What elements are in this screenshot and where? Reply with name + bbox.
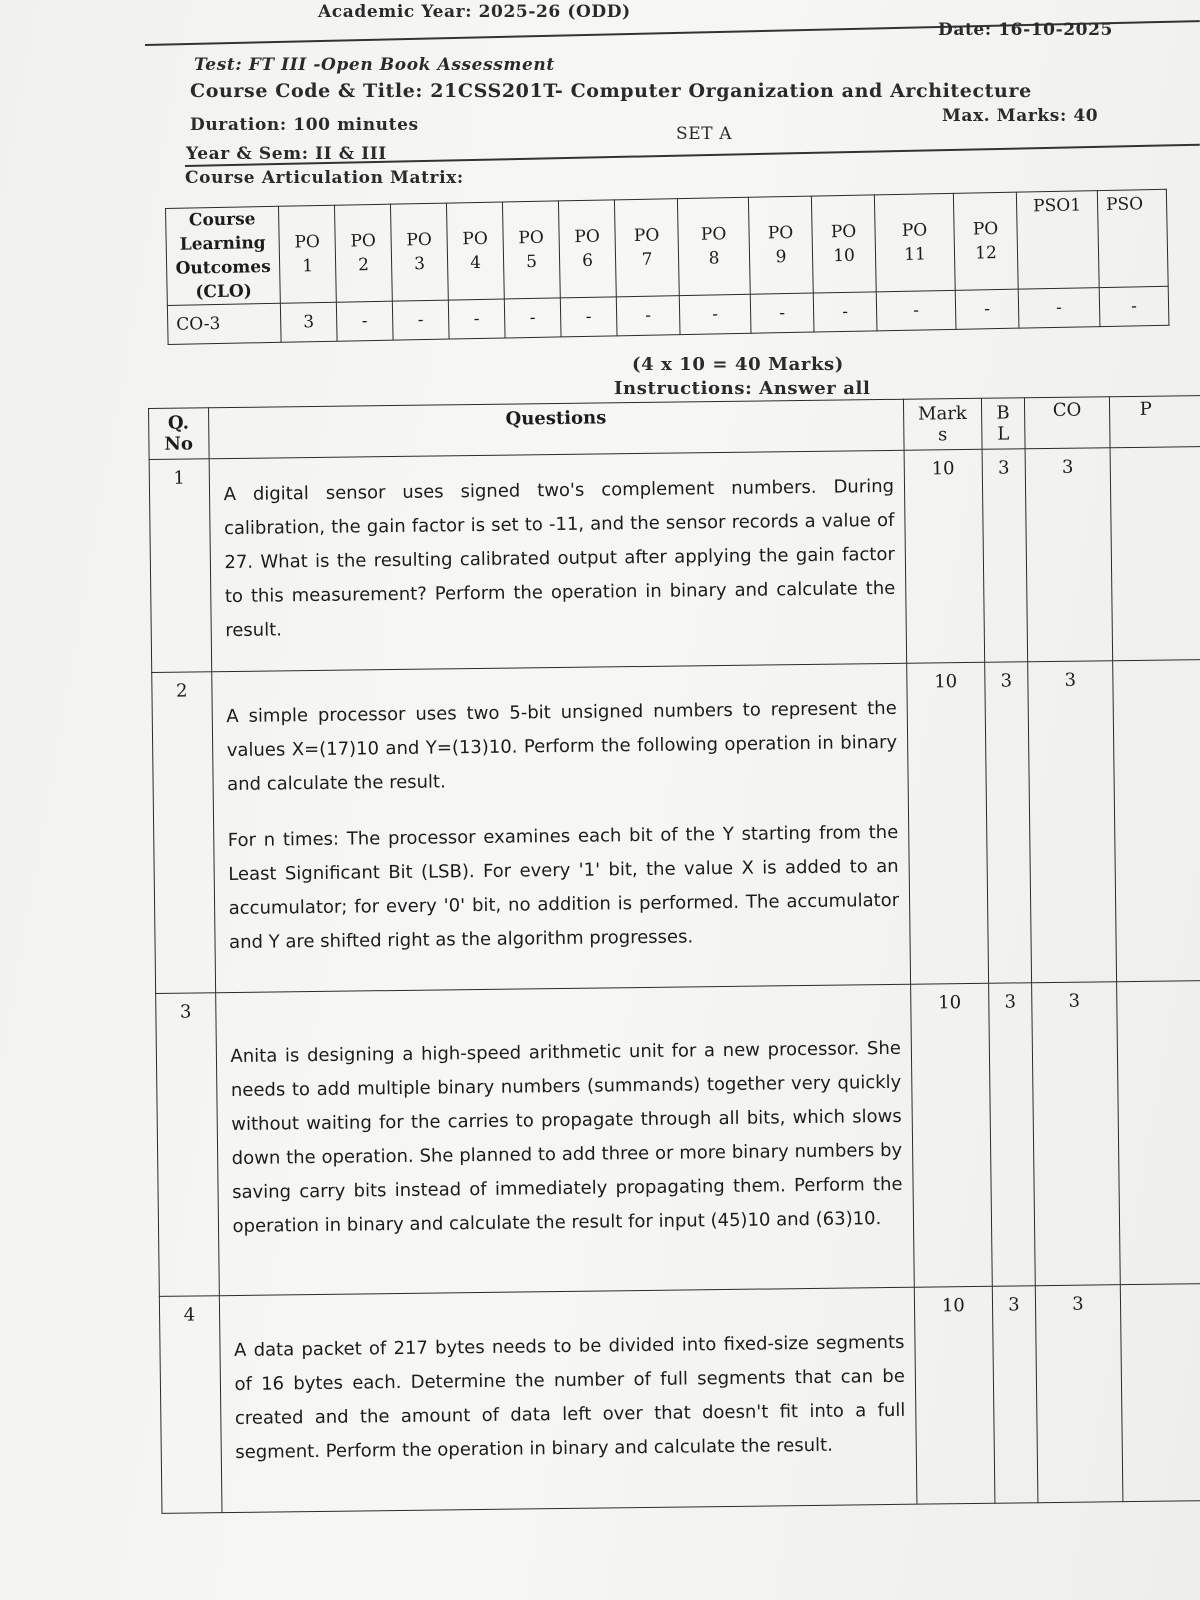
po-header-8: PO 8 <box>677 197 750 295</box>
question-paragraph: A data packet of 217 bytes needs to be divided into fixed-size segments of 16 bytes each. Determine the number of full segments that can be created and the amount of data left over that doesn't fit into a full segment. Perform the operation in binary and calculate the result. <box>233 1331 906 1464</box>
po-header-6: PO 6 <box>558 200 616 298</box>
question-bl: 3 <box>988 983 1035 1287</box>
question-paragraph: For n times: The processor examines each bit of the Y starting from the Least Significant Bit (LSB). For every '1' bit, the value X is added to an accumulator; for every '0' bit, no addition is performed. The accumulator and Y are shifted right as the algorithm progresses. <box>227 821 900 954</box>
po-header-7: PO 7 <box>614 199 679 297</box>
po-header-10: PO 10 <box>811 195 876 293</box>
po-header: P <box>1109 396 1200 448</box>
question-co: 3 <box>1036 1285 1123 1503</box>
question-row-2 <box>152 660 1200 994</box>
question-bl: 3 <box>992 1286 1038 1504</box>
question-number: 1 <box>149 459 211 673</box>
question-number: 3 <box>156 993 219 1297</box>
duration: Duration: 100 minutes <box>190 115 419 135</box>
year-sem: Year & Sem: II & III <box>186 144 387 164</box>
question-row-3 <box>156 981 1200 1297</box>
matrix-cell: - <box>1018 288 1100 329</box>
question-row-4 <box>159 1283 1200 1513</box>
exam-date: Date: 16-10-2025 <box>938 20 1113 40</box>
marks-distribution: (4 x 10 = 40 Marks) <box>632 354 844 375</box>
questions-table <box>148 395 1200 1514</box>
question-marks: 10 <box>911 983 992 1287</box>
matrix-cell: - <box>955 289 1019 329</box>
pso-header-1: PSO1 <box>1016 191 1099 290</box>
matrix-cell: - <box>1099 286 1169 326</box>
question-text <box>211 663 910 992</box>
matrix-cell: - <box>560 297 617 337</box>
po-header-9: PO 9 <box>748 196 813 294</box>
po-header-12: PO 12 <box>953 192 1018 290</box>
matrix-cell: - <box>616 296 680 336</box>
question-co: 3 <box>1028 661 1116 983</box>
instructions: Instructions: Answer all <box>614 378 871 399</box>
matrix-cell: - <box>336 301 393 341</box>
question-paragraph: Anita is designing a high-speed arithmetic unit for a new processor. She needs to add multiple binary numbers (summands) together very quickly without waiting for the carries to propagate through all bits, which slows down the operation. She planned to add three or more binary numbers by saving carry bits instead of immediately propagating them. Perform the operation in binary and calculate the result for input (45)10 and (63)10. <box>230 1037 903 1238</box>
question-po <box>1120 1283 1200 1501</box>
question-text <box>215 984 914 1295</box>
marks-header: Mark s <box>903 398 981 450</box>
po-header-4: PO 4 <box>446 202 504 300</box>
matrix-cell: - <box>876 290 956 331</box>
question-text <box>219 1287 917 1512</box>
pso-header-2: PSO <box>1097 189 1168 287</box>
clo-header: Course Learning Outcomes (CLO) <box>166 206 281 305</box>
question-number: 2 <box>152 672 215 994</box>
question-marks: 10 <box>907 662 989 984</box>
max-marks: Max. Marks: 40 <box>942 106 1099 126</box>
articulation-matrix <box>165 189 1169 345</box>
questions-header: Questions <box>208 399 904 458</box>
po-header-3: PO 3 <box>390 203 448 301</box>
matrix-cell: - <box>448 299 505 339</box>
matrix-cell: - <box>679 294 751 334</box>
question-co: 3 <box>1032 982 1120 1286</box>
question-po <box>1112 660 1200 982</box>
matrix-title: Course Articulation Matrix: <box>185 168 464 188</box>
matrix-cell: - <box>392 300 449 340</box>
question-po <box>1110 447 1200 661</box>
matrix-cell: - <box>750 293 814 333</box>
question-text <box>209 450 907 671</box>
question-bl: 3 <box>982 449 1028 663</box>
matrix-cell: - <box>504 298 561 338</box>
question-co: 3 <box>1025 448 1112 662</box>
bl-header: B L <box>981 398 1025 450</box>
question-po <box>1116 981 1200 1285</box>
po-header-1: PO 1 <box>278 205 336 303</box>
question-row-1 <box>149 447 1200 673</box>
academic-year: Academic Year: 2025-26 (ODD) <box>318 2 631 22</box>
po-header-2: PO 2 <box>334 204 392 302</box>
matrix-cell: - <box>813 292 877 332</box>
set-label: SET A <box>676 124 733 144</box>
matrix-cell: 3 <box>280 302 337 342</box>
question-paragraph: A simple processor uses two 5-bit unsigned numbers to represent the values X=(17)10 and Y=(13)10. Perform the following operation in binary and calculate the result. <box>226 697 898 796</box>
po-header-5: PO 5 <box>502 201 560 299</box>
question-paragraph: A digital sensor uses signed two's complement numbers. During calibration, the gain factor is set to -11, and the sensor records a value of 27. What is the resulting calibrated output after applying the gain factor to this measurement? Perform the operation in binary and calculate the result. <box>223 475 896 642</box>
po-header-11: PO 11 <box>874 193 955 291</box>
matrix-header-row <box>166 189 1169 305</box>
articulation-matrix-wrap <box>165 189 1169 345</box>
questions-table-wrap <box>148 395 1200 1514</box>
question-bl: 3 <box>984 662 1032 984</box>
qno-header: Q. No <box>149 408 209 460</box>
co-header: CO <box>1025 397 1110 449</box>
test-name: Test: FT III -Open Book Assessment <box>194 55 555 75</box>
question-marks: 10 <box>904 449 984 663</box>
question-marks: 10 <box>914 1286 994 1504</box>
course-title: Course Code & Title: 21CSS201T- Computer Organization and Architecture <box>190 80 1032 102</box>
matrix-row-label: CO-3 <box>167 303 281 344</box>
question-number: 4 <box>159 1296 221 1514</box>
